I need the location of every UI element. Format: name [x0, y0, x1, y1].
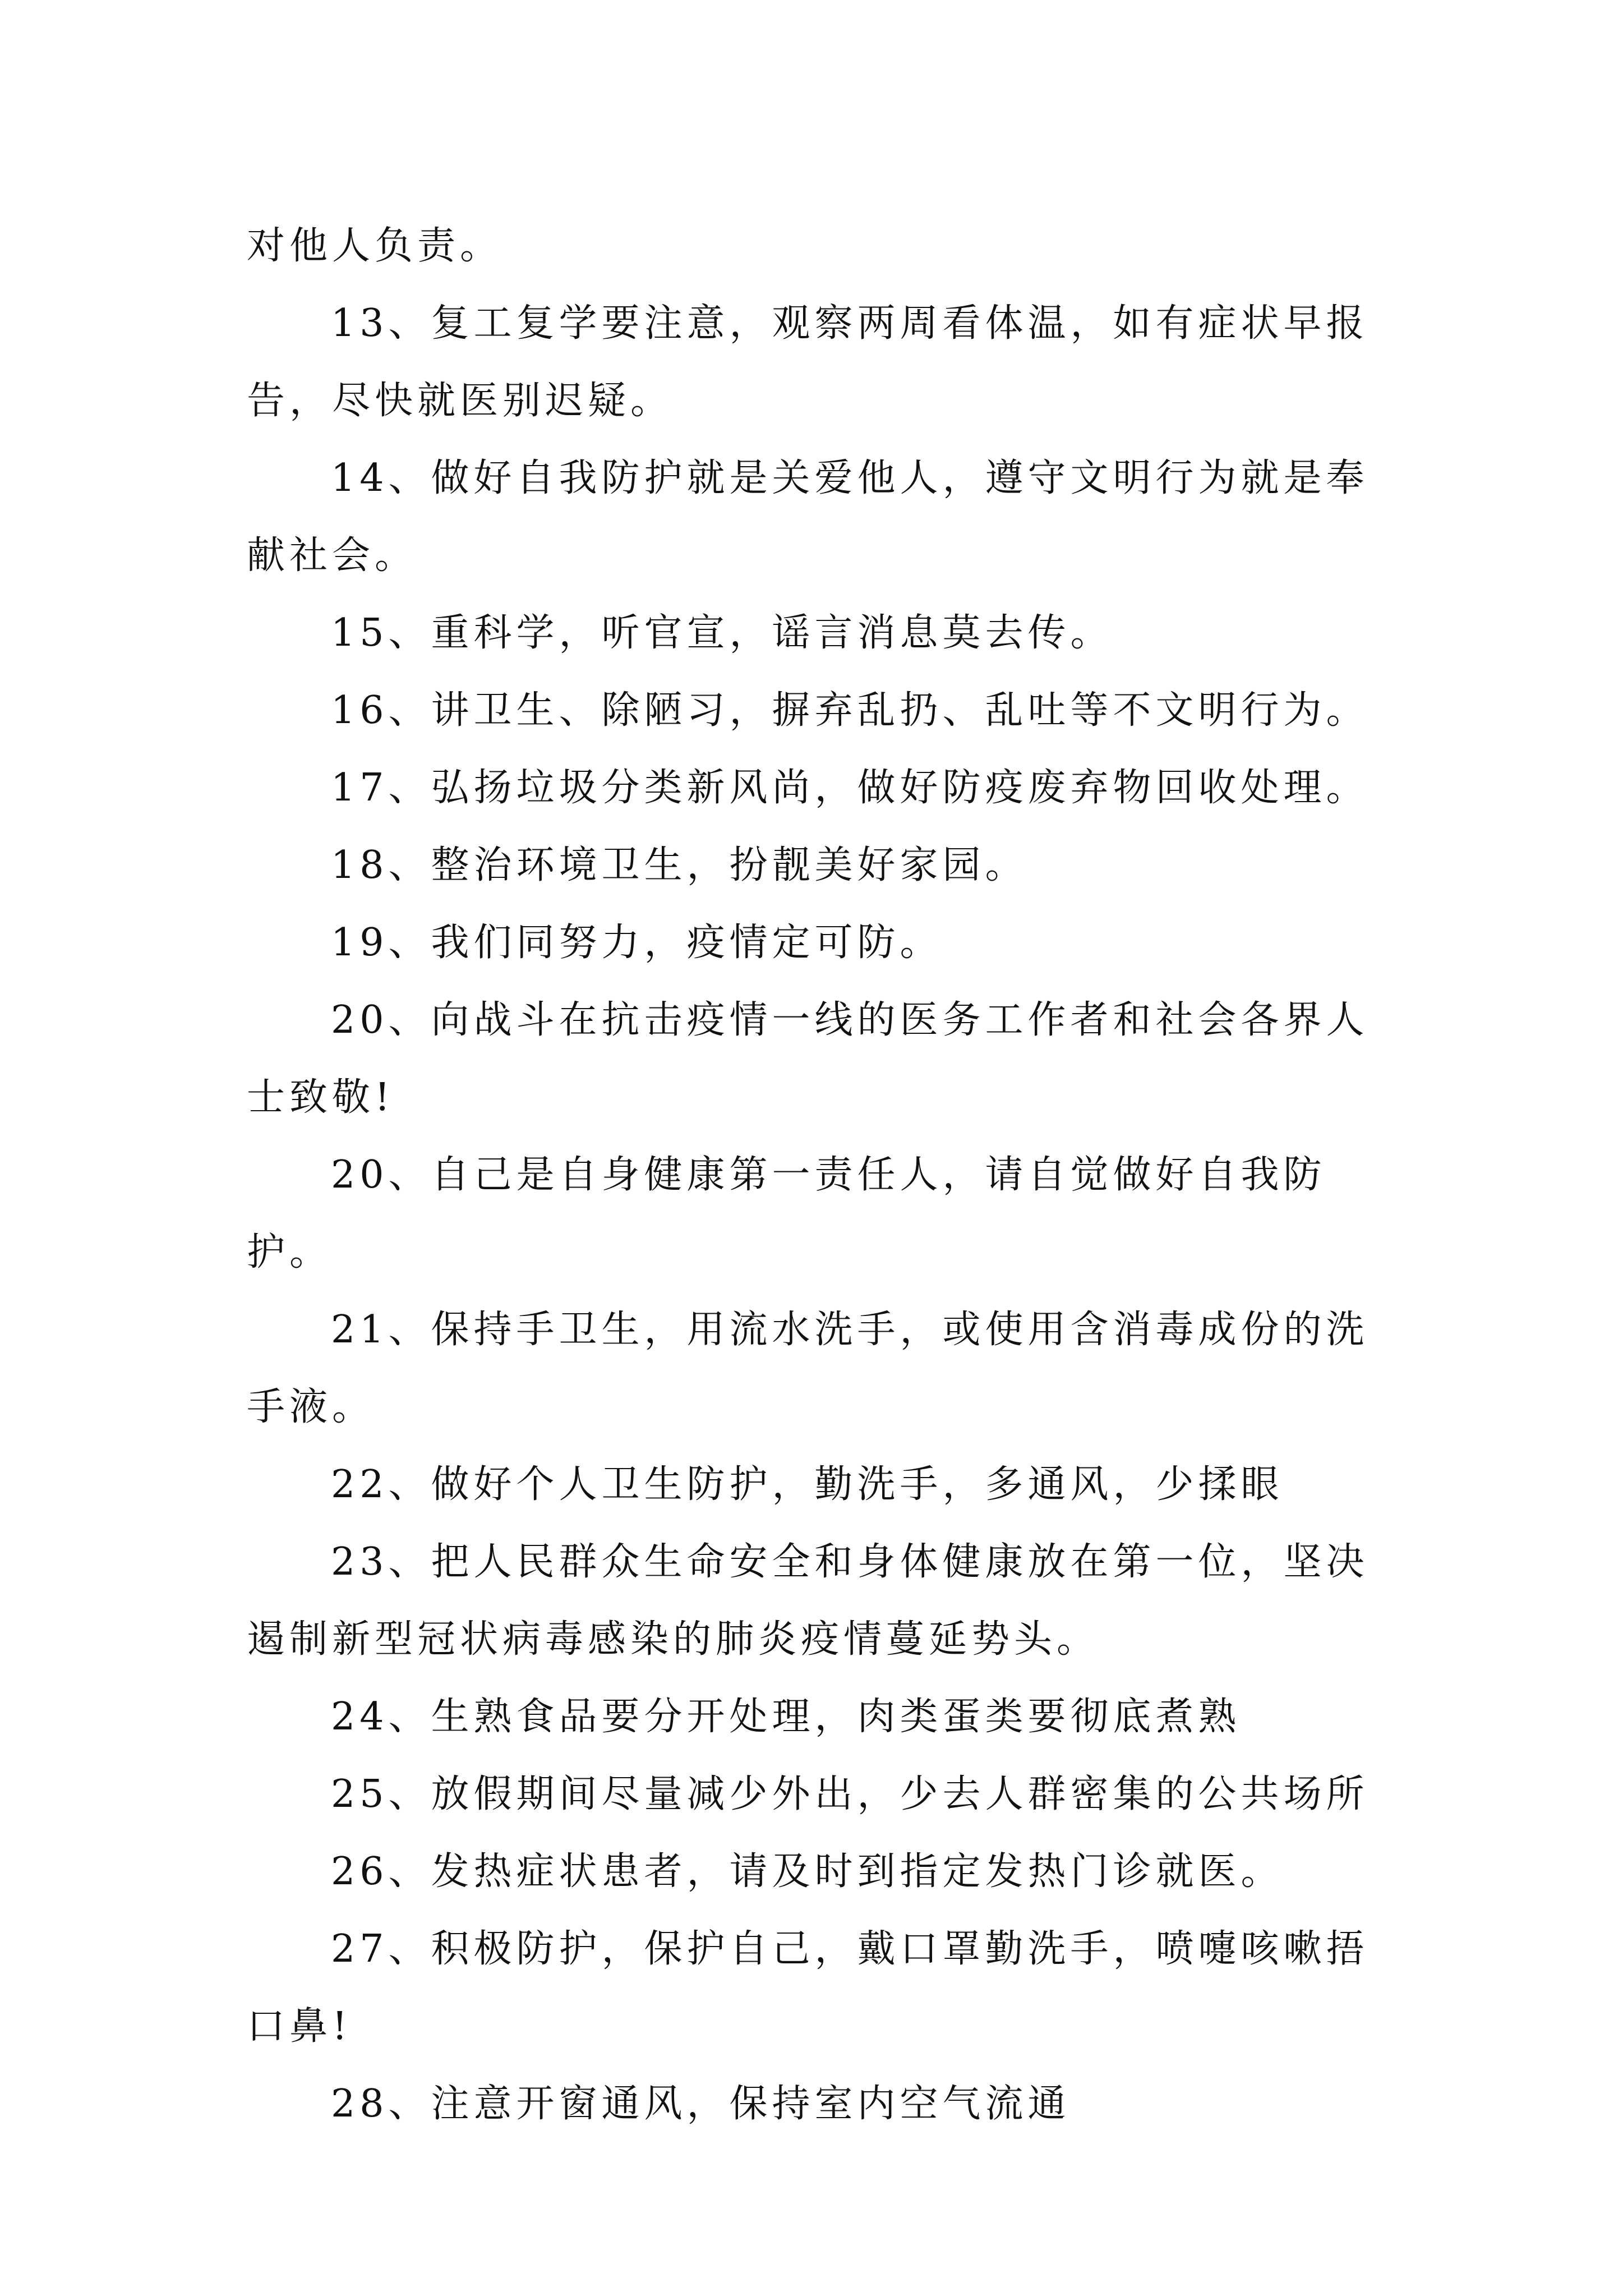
paragraph: 25、放假期间尽量减少外出，少去人群密集的公共场所 — [331, 1772, 1369, 1816]
paragraph: 对他人负责。 — [247, 224, 503, 268]
document-body — [247, 208, 1396, 2143]
paragraph: 15、重科学，听官宣，谣言消息莫去传。 — [331, 611, 1113, 655]
paragraph: 23、把人民群众生命安全和身体健康放在第一位，坚决遏制新型冠状病毒感染的肺炎疫情蔓延势头。 — [247, 1540, 1369, 1662]
paragraph: 13、复工复学要注意，观察两周看体温，如有症状早报告，尽快就医别迟疑。 — [247, 301, 1369, 423]
paragraph: 22、做好个人卫生防护，勤洗手，多通风，少揉眼 — [331, 1462, 1284, 1507]
paragraph: 20、向战斗在抗击疫情一线的医务工作者和社会各界人士致敬! — [247, 998, 1369, 1120]
paragraph: 14、做好自我防护就是关爱他人，遵守文明行为就是奉献社会。 — [247, 456, 1369, 578]
paragraph: 17、弘扬垃圾分类新风尚，做好防疫废弃物回收处理。 — [331, 766, 1369, 810]
paragraph: 19、我们同努力，疫情定可防。 — [331, 921, 943, 965]
paragraph: 27、积极防护，保护自己，戴口罩勤洗手，喷嚏咳嗽捂口鼻! — [247, 1927, 1369, 2049]
paragraph: 16、讲卫生、除陋习，摒弃乱扔、乱吐等不文明行为。 — [331, 688, 1369, 733]
paragraph: 28、注意开窗通风，保持室内空气流通 — [331, 2082, 1071, 2126]
paragraph: 24、生熟食品要分开处理，肉类蛋类要彻底煮熟 — [331, 1695, 1241, 1739]
paragraph: 20、自己是自身健康第一责任人，请自觉做好自我防护。 — [247, 1153, 1326, 1274]
paragraph: 18、整治环境卫生，扮靓美好家园。 — [331, 843, 1028, 887]
paragraph: 26、发热症状患者，请及时到指定发热门诊就医。 — [331, 1849, 1284, 1894]
paragraph: 21、保持手卫生，用流水洗手，或使用含消毒成份的洗手液。 — [247, 1308, 1369, 1429]
